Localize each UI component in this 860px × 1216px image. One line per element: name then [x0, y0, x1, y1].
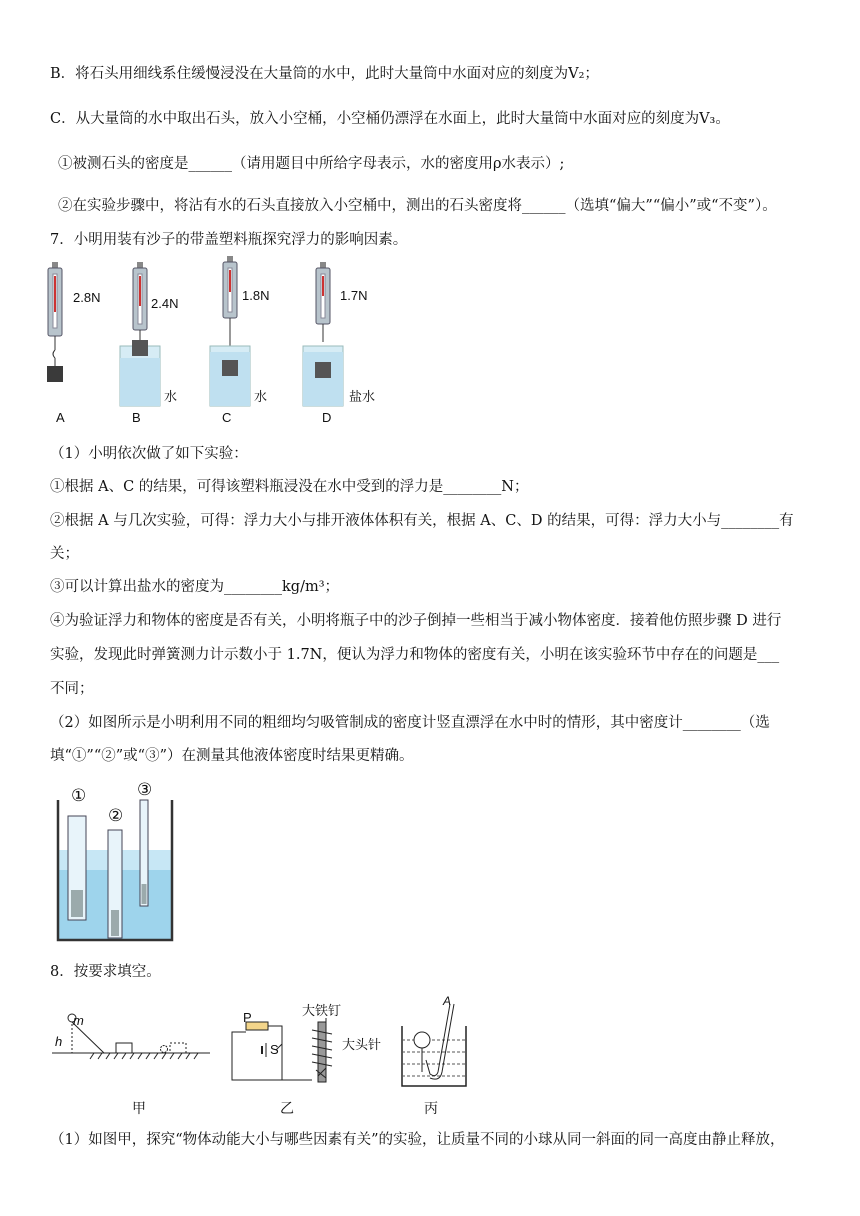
question-error: ②在实验步骤中，将沾有水的石头直接放入小空桶中，测出的石头密度将______（选填“偏大”“偏小”或“不变”）。 — [58, 198, 777, 214]
spring-scale-b — [120, 262, 160, 406]
caption-yi: 乙 — [280, 1100, 294, 1116]
reading-d: 1.7N — [340, 288, 368, 303]
label-d: D — [322, 410, 332, 425]
subq-1b-line1: ②根据 A 与几次实验，可得：浮力大小与排开液体体积有关，根据 A、C、D 的结果，可得：浮力大小与________有 — [50, 513, 794, 529]
subq-1c: ③可以计算出盐水的密度为________kg/m³； — [50, 579, 340, 595]
problem-8-title: 8．按要求填空。 — [50, 964, 161, 980]
subq-1: （1）小明依次做了如下实验： — [50, 446, 248, 462]
liquid-b: 水 — [164, 389, 178, 404]
nail-label: 大铁钉 — [302, 1003, 342, 1018]
liquid-c: 水 — [254, 389, 268, 404]
meter-label-3: ③ — [137, 780, 153, 799]
subq-2-line1: （2）如图所示是小明利用不同的粗细均匀吸管制成的密度计竖直漂浮在水中时的情形，其中密度计________（选 — [50, 715, 770, 731]
caption-jia: 甲 — [132, 1100, 146, 1116]
label-b: B — [132, 410, 141, 425]
subq-1a: ①根据 A、C 的结果，可得该塑料瓶浸没在水中受到的浮力是________N； — [50, 479, 529, 495]
label-a: A — [56, 410, 65, 425]
pin-label: 大头针 — [342, 1037, 382, 1052]
reading-b: 2.4N — [151, 296, 179, 311]
step-b: B．将石头用细线系住缓慢浸没在大量筒的水中，此时大量筒中水面对应的刻度为V₂； — [50, 66, 599, 82]
slider-p-label: P — [243, 1010, 252, 1025]
figure-bing — [400, 1000, 470, 1090]
subq-1b-line2: 关； — [50, 546, 79, 562]
mass-label: m — [73, 1013, 84, 1028]
meter-label-1: ① — [71, 786, 87, 805]
problem-7-title: 7．小明用装有沙子的带盖塑料瓶探究浮力的影响因素。 — [50, 232, 408, 248]
subq-1d-line1: ④为验证浮力和物体的密度是否有关，小明将瓶子中的沙子倒掉一些相当于减小物体密度．接着他仿照步骤 D 进行 — [50, 613, 782, 629]
subq-2-line2: 填“①”“②”或“③”）在测量其他液体密度时结果更精确。 — [50, 748, 414, 764]
liquid-d: 盐水 — [349, 389, 376, 404]
caption-bing: 丙 — [424, 1100, 438, 1116]
spring-scale-d — [303, 262, 343, 406]
reading-c: 1.8N — [242, 288, 270, 303]
step-c: C．从大量筒的水中取出石头，放入小空桶，小空桶仍漂浮在水面上，此时大量筒中水面对应的刻度为V₃。 — [50, 111, 730, 127]
point-a-label: A — [443, 994, 452, 1008]
label-c: C — [222, 410, 232, 425]
meter-label-2: ② — [108, 806, 124, 825]
spring-scale-a — [47, 262, 63, 382]
subq-1d-line2: 实验，发现此时弹簧测力计示数小于 1.7N，便认为浮力和物体的密度有关，小明在该实验环节中存在的问题是___ — [50, 647, 780, 663]
subq-1d-line3: 不同； — [50, 681, 94, 697]
spring-scale-c — [210, 256, 250, 406]
height-label: h — [55, 1034, 63, 1049]
subq-8-1: （1）如图甲，探究“物体动能大小与哪些因素有关”的实验，让质量不同的小球从同一斜面的同一高度由静止释放， — [50, 1132, 785, 1148]
reading-a: 2.8N — [73, 290, 101, 305]
switch-s-label: S — [270, 1042, 279, 1057]
question-density: ①被测石头的密度是______（请用题目中所给字母表示，水的密度用ρ水表示）; — [58, 156, 565, 172]
